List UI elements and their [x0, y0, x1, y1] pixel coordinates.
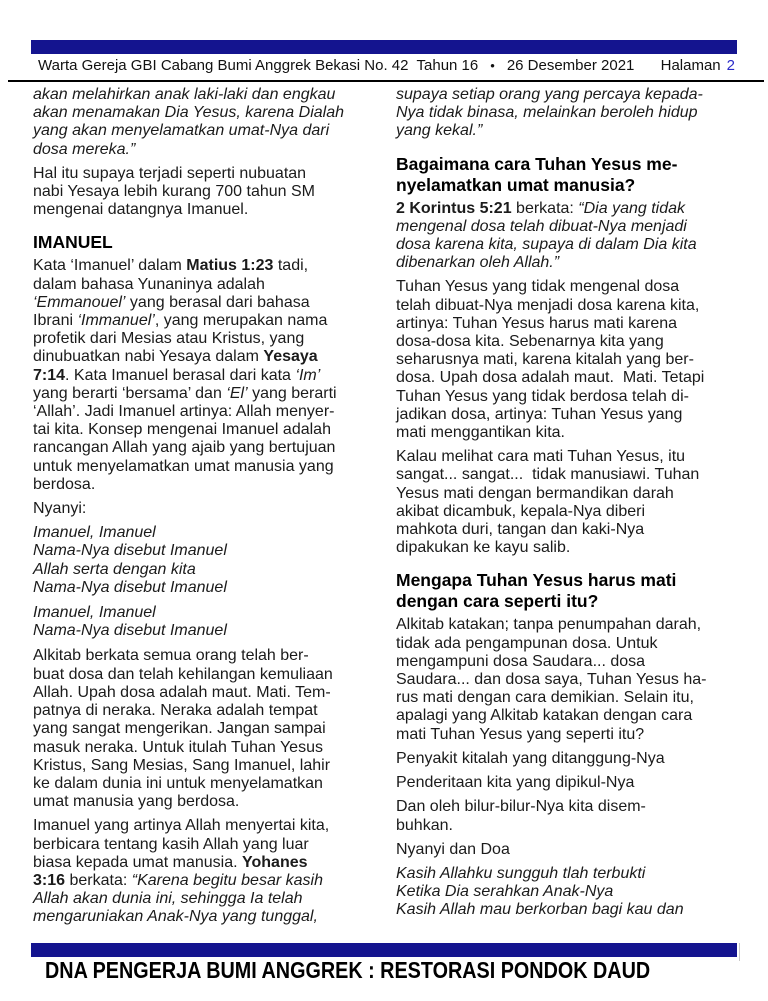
text-line: yang kekal.”: [396, 122, 483, 140]
text-line: jadikan dosa, artinya: Tuhan Yesus yang: [396, 405, 683, 423]
text-line: Allah. Upah dosa adalah maut. Mati. Tem-: [33, 683, 331, 701]
text-line: ‘Emmanouel’ yang berasal dari bahasa: [33, 293, 310, 311]
text-line: Nama-Nya disebut Imanuel: [33, 542, 227, 560]
text-line: profetik dari Mesias atau Kristus, yang: [33, 330, 305, 348]
text-line: buhkan.: [396, 816, 453, 834]
text-line: Nama-Nya disebut Imanuel: [33, 622, 227, 640]
text-line: yang berarti ‘bersama’ dan ‘El’ yang berarti: [33, 384, 337, 402]
text-line: Allah serta dengan kita: [33, 560, 196, 578]
text-line: artinya: Tuhan Yesus harus mati karena: [396, 314, 678, 332]
paragraph: [33, 647, 382, 811]
text-line: dosa. Upah dosa adalah maut. Mati. Tetapi: [396, 369, 705, 387]
paragraph: [396, 774, 745, 792]
text-line: 7:14. Kata Imanuel berasal dari kata ‘Im’: [33, 366, 321, 384]
text-line: Mengapa Tuhan Yesus harus mati: [396, 570, 677, 591]
text-line: apalagi yang Alkitab katakan dengan cara: [396, 707, 693, 725]
text-line: tidak ada pengampunan dosa. Untuk: [396, 634, 658, 652]
section-heading: [396, 570, 745, 612]
text-line: masuk neraka. Untuk itulah Tuhan Yesus: [33, 738, 323, 756]
text-line: Penyakit kitalah yang ditanggung-Nya: [396, 749, 665, 767]
footer-accent-bar: [31, 943, 737, 957]
scripture-reference: 2 Korintus 5:21: [396, 199, 512, 217]
text-line: IMANUEL: [33, 232, 113, 253]
text-line: mengenal dosa telah dibuat-Nya menjadi: [396, 217, 687, 235]
scripture-reference: Yesaya: [263, 348, 318, 366]
paragraph: [33, 817, 382, 926]
section-heading: [33, 232, 382, 253]
text-line: mati Tuhan Yesus yang seperti itu?: [396, 725, 645, 743]
paragraph: [396, 841, 745, 859]
text-line: nabi Yesaya lebih kurang 700 tahun SM: [33, 183, 315, 201]
text-line: Ibrani ‘Immanuel’, yang merupakan nama: [33, 312, 328, 330]
scripture-reference: 3:16: [33, 871, 66, 889]
text-line: akan menamakan Dia Yesus, karena Dialah: [33, 104, 344, 122]
text-line: Saudara... dan dosa saya, Tuhan Yesus ha-: [396, 671, 707, 689]
text-line: dalam bahasa Yunaninya adalah: [33, 275, 265, 293]
header-divider: [8, 80, 764, 82]
text-line: Dan oleh bilur-bilur-Nya kita disem-: [396, 798, 646, 816]
text-line: biasa kepada umat manusia. Yohanes: [33, 853, 308, 871]
text-line: umat manusia yang berdosa.: [33, 793, 240, 811]
text-line: Kalau melihat cara mati Tuhan Yesus, itu: [396, 448, 686, 466]
text-line: 2 Korintus 5:21 berkata: “Dia yang tidak: [396, 199, 686, 217]
left-column: [33, 86, 382, 933]
text-line: untuk menyelamatkan umat manusia yang: [33, 457, 334, 475]
song-lyrics: [396, 865, 745, 920]
footer-title: DNA PENGERJA BUMI ANGGREK : RESTORASI PONDOK DAUD: [45, 957, 651, 983]
text-line: patnya di neraka. Neraka adalah tempat: [33, 702, 318, 720]
header-text-row: [38, 57, 735, 74]
scripture-reference: 7:14: [33, 366, 66, 384]
right-column: [396, 86, 745, 933]
header-accent-bar: [31, 40, 737, 54]
text-line: Nama-Nya disebut Imanuel: [33, 578, 227, 596]
paragraph: [33, 165, 382, 220]
paragraph: [33, 257, 382, 494]
text-line: Allah akan dunia ini, sehingga Ia telah: [33, 890, 303, 908]
page-indicator: [661, 57, 735, 74]
page-label: Halaman: [660, 57, 721, 74]
section-heading: [396, 154, 745, 196]
text-line: Tuhan Yesus yang tidak mengenal dosa: [396, 278, 680, 296]
text-line: Nyanyi:: [33, 500, 87, 518]
text-line: 3:16 berkata: “Karena begitu besar kasih: [33, 871, 323, 889]
text-line: rus mati dengan cara demikian. Selain itu,: [396, 689, 694, 707]
paragraph: [396, 86, 745, 141]
scripture-reference: Matius 1:23: [186, 257, 274, 275]
paragraph: [396, 278, 745, 442]
text-line: Kasih Allah mau berkorban bagi kau dan: [396, 901, 684, 919]
text-line: supaya setiap orang yang percaya kepada-: [396, 86, 703, 103]
text-line: Nya tidak binasa, melainkan beroleh hidup: [396, 104, 698, 122]
text-line: dipakukan ke kayu salib.: [396, 539, 571, 557]
text-line: Hal itu supaya terjadi seperti nubuatan: [33, 164, 307, 182]
text-line: dibenarkan oleh Allah.”: [396, 254, 560, 272]
paragraph: [396, 448, 745, 557]
bullet-separator-icon: •: [490, 58, 495, 73]
text-line: ‘Allah’. Jadi Imanuel artinya: Allah menyer-: [33, 403, 335, 421]
text-line: berdosa.: [33, 475, 96, 493]
text-line: Ketika Dia serahkan Anak-Nya: [396, 883, 614, 901]
song-lyrics: [33, 604, 382, 640]
text-line: nyelamatkan umat manusia?: [396, 174, 636, 195]
paragraph: [396, 200, 745, 273]
text-line: dosa mereka.”: [33, 140, 136, 158]
text-line: mengaruniakan Anak-Nya yang tunggal,: [33, 908, 318, 926]
paragraph: [33, 86, 382, 159]
text-line: berbicara tentang kasih Allah yang luar: [33, 835, 309, 853]
text-line: mahkota duri, tangan dan kaki-Nya: [396, 521, 645, 539]
text-line: yang akan menyelamatkan umat-Nya dari: [33, 122, 330, 140]
text-line: Imanuel yang artinya Allah menyertai kita,: [33, 817, 330, 835]
text-line: Kasih Allahku sungguh tlah terbukti: [396, 864, 646, 882]
text-line: mengenai datangnya Imanuel.: [33, 201, 249, 219]
text-line: Imanuel, Imanuel: [33, 524, 156, 542]
text-line: ke dalam dunia ini untuk menyelamatkan: [33, 774, 323, 792]
text-line: sangat... sangat... tidak manusiawi. Tuhan: [396, 466, 700, 484]
text-line: dinubuatkan nabi Yesaya dalam Yesaya: [33, 348, 318, 366]
text-line: mengampuni dosa Saudara... dosa: [396, 652, 646, 670]
header-issue-info: Warta Gereja GBI Cabang Bumi Anggrek Bekasi No. 42 Tahun 16: [38, 57, 479, 74]
page-number: 2: [726, 57, 735, 74]
footer-border-tick: [739, 943, 740, 961]
paragraph: [396, 616, 745, 743]
text-line: mati menggantikan kita.: [396, 424, 565, 442]
text-line: tai kita. Konsep mengenai Imanuel adalah: [33, 421, 331, 439]
paragraph: [396, 750, 745, 768]
text-line: Alkitab katakan; tanpa penumpahan darah,: [396, 616, 702, 634]
article-body: [33, 86, 745, 933]
text-line: Nyanyi dan Doa: [396, 840, 510, 858]
text-line: yang sangat mengerikan. Jangan sampai: [33, 720, 326, 738]
text-line: Bagaimana cara Tuhan Yesus me-: [396, 153, 678, 174]
song-lyrics: [33, 524, 382, 597]
text-line: rancangan Allah yang ajaib yang bertujuan: [33, 439, 336, 457]
text-line: Tuhan Yesus yang tidak berdosa telah di-: [396, 387, 689, 405]
text-line: Alkitab berkata semua orang telah ber-: [33, 647, 309, 665]
text-line: dosa karena kita, supaya di dalam Dia kita: [396, 236, 697, 254]
text-line: Yesus mati dengan bermandikan darah: [396, 484, 674, 502]
text-line: akibat dicambuk, kepala-Nya diberi: [396, 502, 646, 520]
text-line: telah dibuat-Nya menjadi dosa karena kita,: [396, 296, 700, 314]
text-line: dengan cara seperti itu?: [396, 591, 599, 612]
paragraph: [33, 500, 382, 518]
text-line: Imanuel, Imanuel: [33, 604, 156, 622]
header-date: 26 Desember 2021: [506, 57, 635, 74]
text-line: Kristus, Sang Mesias, Sang Imanuel, lahir: [33, 756, 331, 774]
text-line: Kata ‘Imanuel’ dalam Matius 1:23 tadi,: [33, 257, 309, 275]
text-line: dosa-dosa kita. Sebenarnya kita yang: [396, 333, 664, 351]
text-line: akan melahirkan anak laki-laki dan engkau: [33, 86, 336, 103]
text-line: Penderitaan kita yang dipikul-Nya: [396, 774, 635, 792]
paragraph: [396, 798, 745, 834]
scripture-reference: Yohanes: [242, 853, 308, 871]
text-line: buat dosa dan telah kehilangan kemuliaan: [33, 665, 333, 683]
text-line: seharusnya mati, karena kitalah yang ber-: [396, 351, 694, 369]
